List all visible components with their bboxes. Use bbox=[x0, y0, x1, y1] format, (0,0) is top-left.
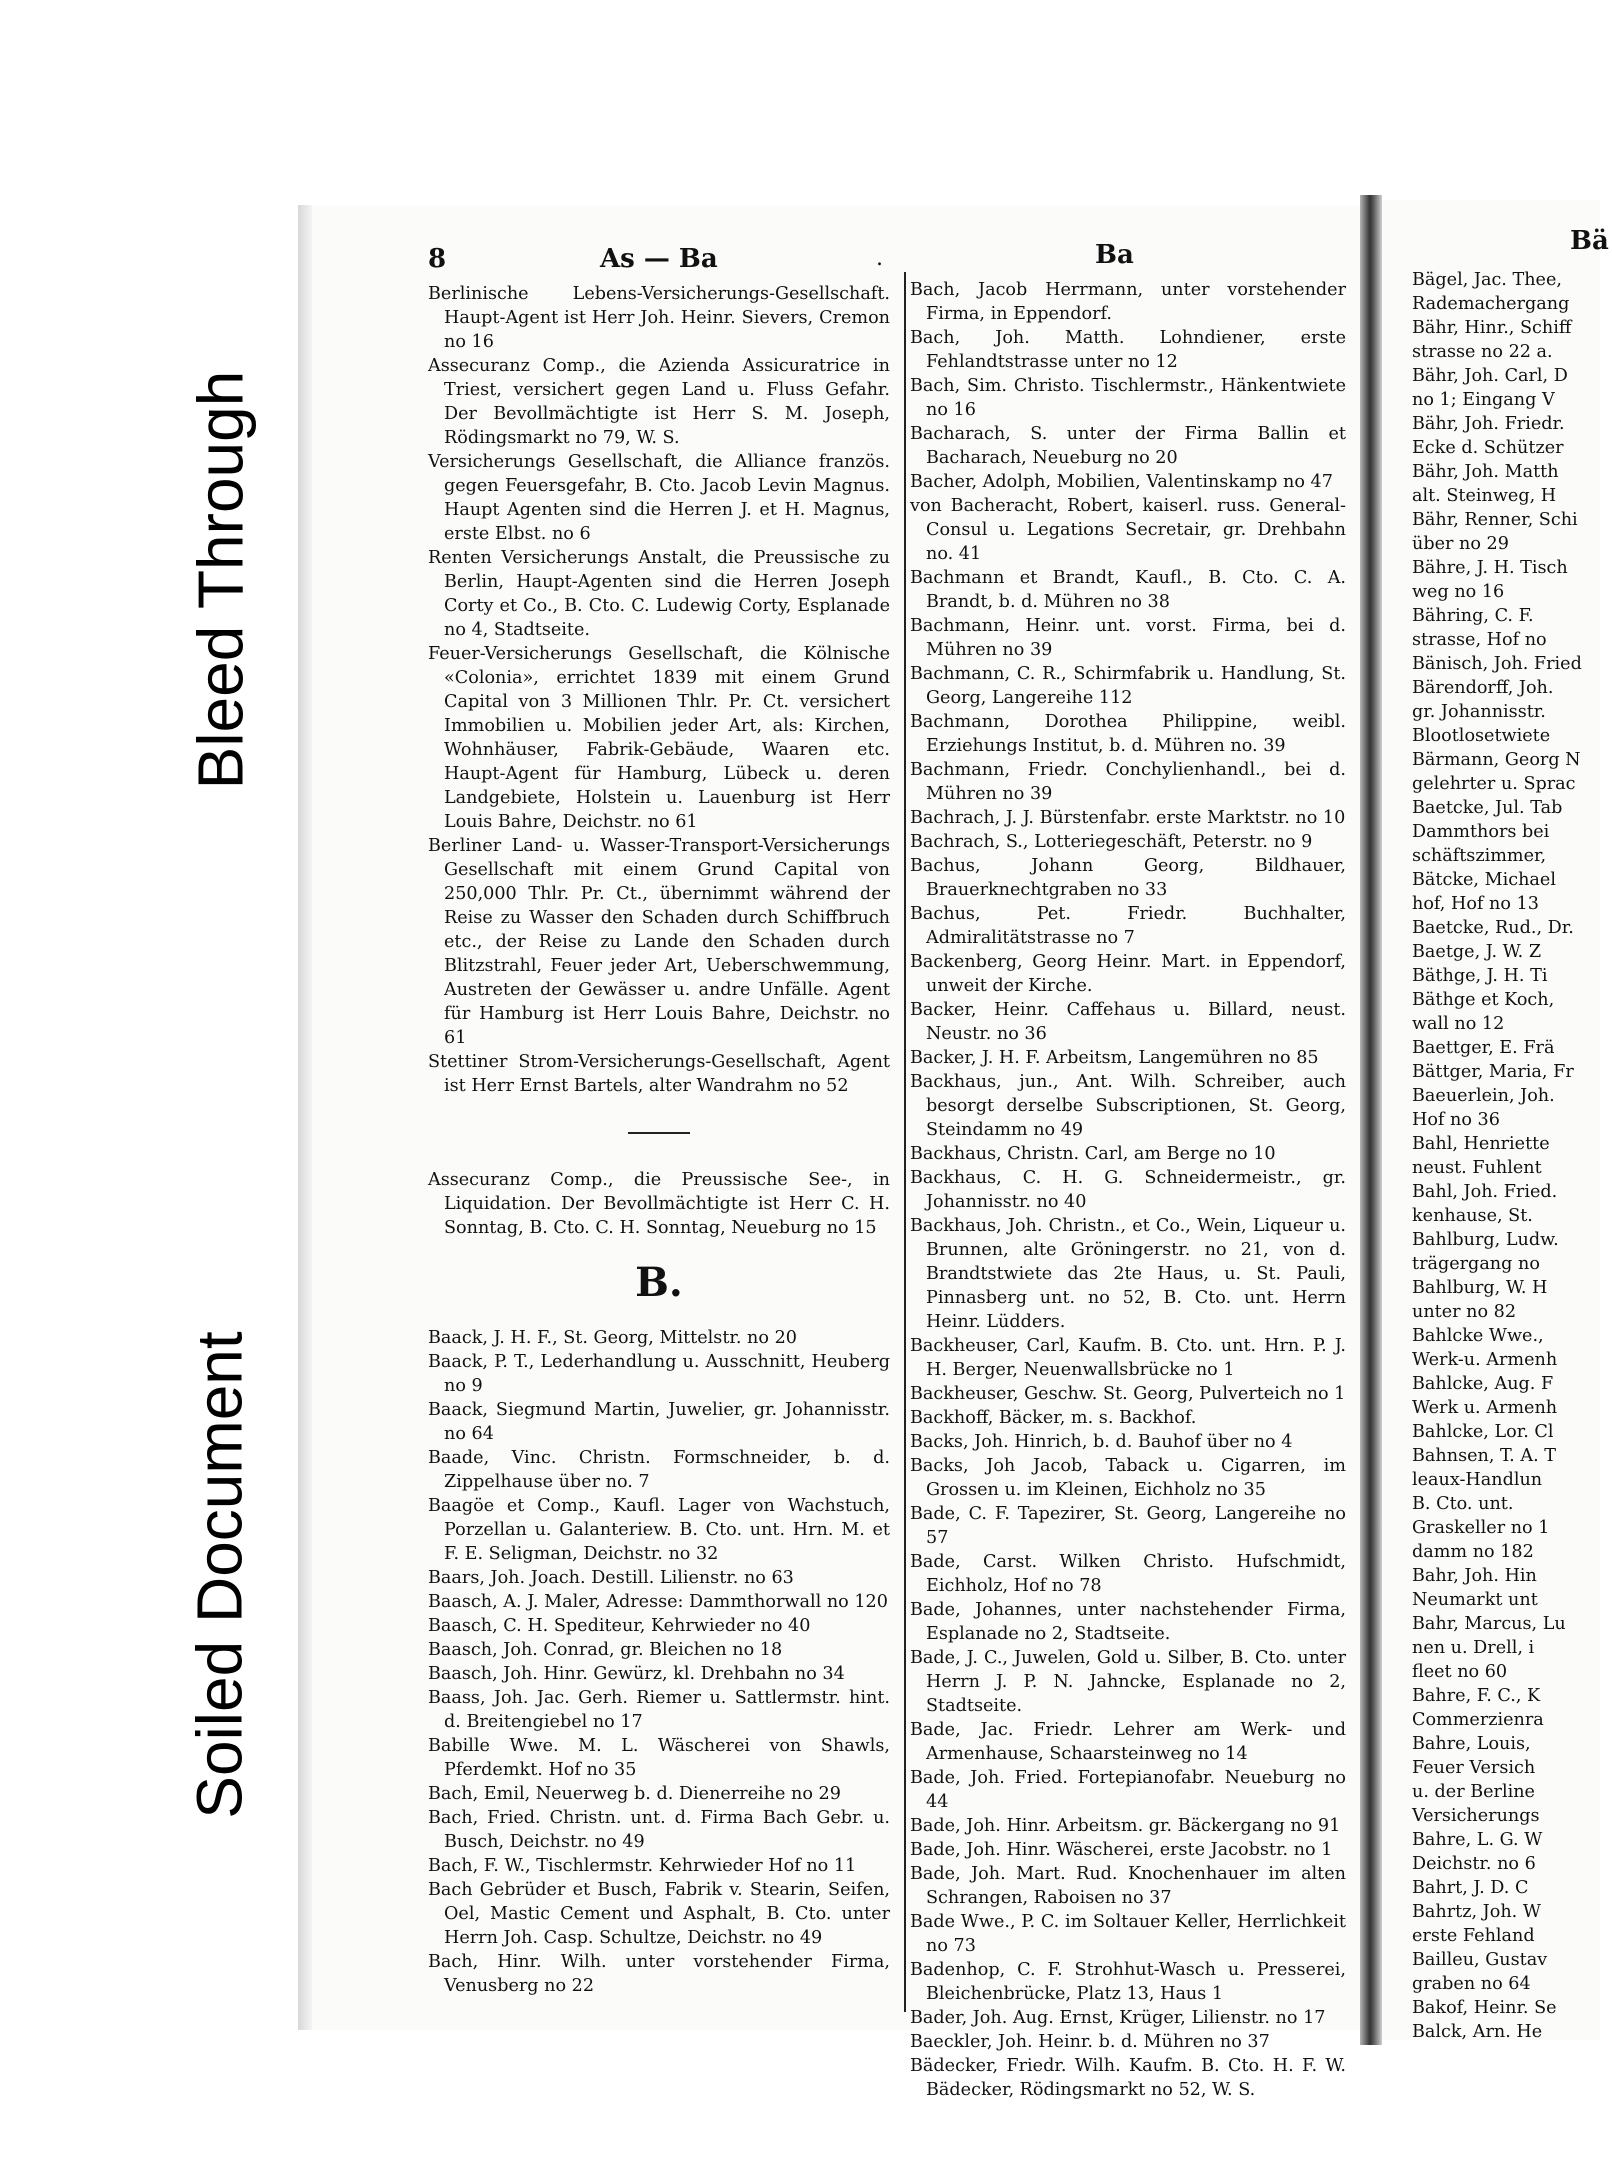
directory-entry: Backhaus, Joh. Christn., et Co., Wein, Liqueur u. Brunnen, alte Gröningerstr. no 21, von d. Brandtstwiete das 2te Haus, u. St. Pauli, Pinnasberg unt. no 52, B. Cto. unt. Herrn Heinr. Lüdders. bbox=[910, 1216, 1346, 1332]
directory-entry: Bach, Fried. Christn. unt. d. Firma Bach Gebr. u. Busch, Deichstr. no 49 bbox=[428, 1808, 890, 1852]
next-page-line: Bahlcke, Lor. Cl bbox=[1412, 1422, 1554, 1442]
directory-entry: Badenhop, C. F. Strohhut-Wasch u. Presserei, Bleichenbrücke, Platz 13, Haus 1 bbox=[910, 1960, 1346, 2004]
next-page-line: unter no 82 bbox=[1412, 1302, 1517, 1322]
directory-entry: Backs, Joh Jacob, Taback u. Cigarren, im Grossen u. im Kleinen, Eichholz no 35 bbox=[910, 1456, 1346, 1500]
directory-entry: Bade, C. F. Tapezirer, St. Georg, Langereihe no 57 bbox=[910, 1504, 1346, 1548]
next-page-line: Baetcke, Jul. Tab bbox=[1412, 798, 1563, 818]
directory-entry: Bachrach, S., Lotteriegeschäft, Peterstr. no 9 bbox=[910, 832, 1313, 852]
directory-entry: Backer, J. H. F. Arbeitsm, Langemühren no 85 bbox=[910, 1048, 1319, 1068]
next-page-line: Baetge, J. W. Z bbox=[1412, 942, 1542, 962]
next-page-line: Bahrt, J. D. C bbox=[1412, 1878, 1529, 1898]
directory-entry: Backs, Joh. Hinrich, b. d. Bauhof über no 4 bbox=[910, 1432, 1293, 1452]
next-page-line: Commerzienra bbox=[1412, 1710, 1544, 1730]
next-page-line: Bähr, Renner, Schi bbox=[1412, 510, 1578, 530]
directory-entry: Bacher, Adolph, Mobilien, Valentinskamp no 47 bbox=[910, 472, 1333, 492]
next-page-line: Balck, Arn. He bbox=[1412, 2022, 1543, 2042]
next-page-line: Bähr, Joh. Matth bbox=[1412, 462, 1559, 482]
next-page-line: Bahl, Joh. Fried. bbox=[1412, 1182, 1558, 1202]
next-page-line: leaux-Handlun bbox=[1412, 1470, 1543, 1490]
directory-entry: Bachmann, Dorothea Philippine, weibl. Erziehungs Institut, b. d. Mühren no. 39 bbox=[910, 712, 1346, 756]
directory-entry: Feuer-Versicherungs Gesellschaft, die Kölnische «Colonia», errichtet 1839 mit einem Grund Capital von 3 Millionen Thlr. Pr. Ct. versichert Immobilien u. Mobilien jeder Art, als: Kirchen, Wohnhäuser, Fabrik-Gebäude, Waaren etc. Haupt-Agent für Hamburg, Lübeck u. deren Landgebiete, Holstein u. Lauenburg ist Herr Louis Bahre, Deichstr. no 61 bbox=[428, 644, 890, 832]
page-number: 8 bbox=[428, 244, 447, 274]
next-page-line: hof, Hof no 13 bbox=[1412, 894, 1539, 914]
next-page-line: Bähring, C. F. bbox=[1412, 606, 1534, 626]
directory-entry: Backhoff, Bäcker, m. s. Backhof. bbox=[910, 1408, 1197, 1428]
next-page-line: B. Cto. unt. bbox=[1412, 1494, 1514, 1514]
directory-entry: Bach, Hinr. Wilh. unter vorstehender Firma, Venusberg no 22 bbox=[428, 1952, 890, 1996]
next-page-line: strasse, Hof no bbox=[1412, 630, 1547, 650]
directory-entry: Bach Gebrüder et Busch, Fabrik v. Stearin, Seifen, Oel, Mastic Cement und Asphalt, B. Cto. unter Herrn Joh. Casp. Schultze, Deichstr. no 49 bbox=[428, 1880, 890, 1948]
directory-entry: von Bacheracht, Robert, kaiserl. russ. General-Consul u. Legations Secretair, gr. Drehbahn no. 41 bbox=[910, 496, 1346, 564]
next-page-line: Bägel, Jac. Thee, bbox=[1412, 270, 1562, 290]
directory-entry: Bädecker, Friedr. Wilh. Kaufm. B. Cto. H. F. W. Bädecker, Rödingsmarkt no 52, W. S. bbox=[910, 2056, 1346, 2100]
right-column bbox=[910, 278, 1346, 2100]
directory-entry: Bade, Joh. Hinr. Wäscherei, erste Jacobstr. no 1 bbox=[910, 1840, 1333, 1860]
next-page-line: Bahlburg, Ludw. bbox=[1412, 1230, 1559, 1250]
directory-entry: Baasch, A. J. Maler, Adresse: Dammthorwall no 120 bbox=[428, 1592, 888, 1612]
column-divider bbox=[904, 272, 906, 2012]
directory-entry: Bachmann, Friedr. Conchylienhandl., bei d. Mühren no 39 bbox=[910, 760, 1346, 804]
next-page-line: Blootlosetwiete bbox=[1412, 726, 1551, 746]
next-page-line: Neumarkt unt bbox=[1412, 1590, 1538, 1610]
directory-entry: Baack, Siegmund Martin, Juwelier, gr. Johannisstr. no 64 bbox=[428, 1400, 890, 1444]
next-page-line: Dammthors bei bbox=[1412, 822, 1550, 842]
directory-entry: Bach, Jacob Herrmann, unter vorstehender Firma, in Eppendorf. bbox=[910, 280, 1346, 324]
directory-entry: Bade, Jac. Friedr. Lehrer am Werk- und Armenhause, Schaarsteinweg no 14 bbox=[910, 1720, 1346, 1764]
directory-entry: Renten Versicherungs Anstalt, die Preussische zu Berlin, Haupt-Agenten sind die Herren Joseph Corty et Co., B. Cto. C. Ludewig Corty, Esplanade no 4, Stadtseite. bbox=[428, 548, 890, 640]
next-page-line: Graskeller no 1 bbox=[1412, 1518, 1550, 1538]
next-page-line: weg no 16 bbox=[1412, 582, 1505, 602]
next-page-line: no 1; Eingang V bbox=[1412, 390, 1555, 410]
next-page-line: Bänisch, Joh. Fried bbox=[1412, 654, 1582, 674]
next-page-line: Bahre, Louis, bbox=[1412, 1734, 1531, 1754]
next-page-line: Feuer Versich bbox=[1412, 1758, 1536, 1778]
next-page-line: kenhause, St. bbox=[1412, 1206, 1533, 1226]
directory-entry: Bade, J. C., Juwelen, Gold u. Silber, B. Cto. unter Herrn J. P. N. Jahncke, Esplanade no 2, Stadtseite. bbox=[910, 1648, 1346, 1716]
directory-entry: Bach, Sim. Christo. Tischlermstr., Hänkentwiete no 16 bbox=[910, 376, 1346, 420]
directory-entry: Bachmann et Brandt, Kaufl., B. Cto. C. A. Brandt, b. d. Mühren no 38 bbox=[910, 568, 1346, 612]
next-page-line: erste Fehland bbox=[1412, 1926, 1535, 1946]
directory-entry: Baade, Vinc. Christn. Formschneider, b. d. Zippelhause über no. 7 bbox=[428, 1448, 890, 1492]
next-page-line: Bahre, L. G. W bbox=[1412, 1830, 1543, 1850]
next-page-line: Bähr, Joh. Carl, D bbox=[1412, 366, 1568, 386]
running-head-dot: . bbox=[876, 246, 883, 271]
next-page-line: fleet no 60 bbox=[1412, 1662, 1508, 1682]
soiled-document-stamp: Soiled Document bbox=[184, 1331, 256, 1819]
running-head-right: Ba bbox=[1095, 240, 1134, 270]
next-page-line: Werk-u. Armenh bbox=[1412, 1350, 1558, 1370]
directory-entry: Baeckler, Joh. Heinr. b. d. Mühren no 37 bbox=[910, 2032, 1270, 2052]
next-page-line: Bailleu, Gustav bbox=[1412, 1950, 1548, 1970]
book-gutter bbox=[1360, 195, 1382, 2045]
next-page-line: Rademachergang bbox=[1412, 294, 1570, 314]
next-page-line: Bärendorff, Joh. bbox=[1412, 678, 1554, 698]
directory-entry: Bach, F. W., Tischlermstr. Kehrwieder Hof no 11 bbox=[428, 1856, 857, 1876]
next-page-line: Bakof, Heinr. Se bbox=[1412, 1998, 1557, 2018]
directory-entry: Bade, Johannes, unter nachstehender Firma, Esplanade no 2, Stadtseite. bbox=[910, 1600, 1346, 1644]
page-edge-shadow bbox=[298, 205, 312, 2030]
directory-entry: Bade Wwe., P. C. im Soltauer Keller, Herrlichkeit no 73 bbox=[910, 1912, 1346, 1956]
next-page-line: strasse no 22 a. bbox=[1412, 342, 1553, 362]
left-column bbox=[428, 282, 890, 2022]
next-page-line: Hof no 36 bbox=[1412, 1110, 1500, 1130]
directory-entry: Bach, Emil, Neuerweg b. d. Dienerreihe no 29 bbox=[428, 1784, 841, 1804]
section-rule bbox=[628, 1132, 690, 1134]
next-page-line: nen u. Drell, i bbox=[1412, 1638, 1535, 1658]
directory-entry: Babille Wwe. M. L. Wäscherei von Shawls, Pferdemkt. Hof no 35 bbox=[428, 1736, 890, 1780]
next-page-line: Bättger, Maria, Fr bbox=[1412, 1062, 1574, 1082]
directory-entry: Baasch, C. H. Spediteur, Kehrwieder no 40 bbox=[428, 1616, 811, 1636]
next-page-line: Bahr, Marcus, Lu bbox=[1412, 1614, 1566, 1634]
next-page-line: Bäthge, J. H. Ti bbox=[1412, 966, 1548, 986]
bleed-through-stamp: Bleed Through bbox=[184, 370, 256, 790]
directory-entry: Bade, Carst. Wilken Christo. Hufschmidt, Eichholz, Hof no 78 bbox=[910, 1552, 1346, 1596]
directory-entry: Bachus, Johann Georg, Bildhauer, Brauerknechtgraben no 33 bbox=[910, 856, 1346, 900]
next-page-line: Baettger, E. Frä bbox=[1412, 1038, 1555, 1058]
directory-entry: Baack, P. T., Lederhandlung u. Ausschnitt, Heuberg no 9 bbox=[428, 1352, 890, 1396]
directory-entry: Backer, Heinr. Caffehaus u. Billard, neust. Neustr. no 36 bbox=[910, 1000, 1346, 1044]
next-page-line: neust. Fuhlent bbox=[1412, 1158, 1542, 1178]
section-letter: B. bbox=[635, 1259, 683, 1306]
directory-entry: Bachus, Pet. Friedr. Buchhalter, Admiralitätstrasse no 7 bbox=[910, 904, 1346, 948]
directory-entry: Assecuranz Comp., die Azienda Assicuratrice in Triest, versichert gegen Land u. Fluss Gefahr. Der Bevollmächtigte ist Herr S. M. Joseph, Rödingsmarkt no 79, W. S. bbox=[428, 356, 890, 448]
next-page-line: Bätcke, Michael bbox=[1412, 870, 1556, 890]
next-page-line: trägergang no bbox=[1412, 1254, 1540, 1274]
next-page-line: gr. Johannisstr. bbox=[1412, 702, 1546, 722]
directory-entry: Baars, Joh. Joach. Destill. Lilienstr. no 63 bbox=[428, 1568, 794, 1588]
next-page-line: Bahlcke Wwe., bbox=[1412, 1326, 1544, 1346]
directory-entry: Baasch, Joh. Hinr. Gewürz, kl. Drehbahn no 34 bbox=[428, 1664, 845, 1684]
next-page-line: Bärmann, Georg N bbox=[1412, 750, 1581, 770]
next-page-line: Versicherungs bbox=[1412, 1806, 1540, 1826]
directory-entry: Berlinische Lebens-Versicherungs-Gesellschaft. Haupt-Agent ist Herr Joh. Heinr. Sievers, Cremon no 16 bbox=[428, 284, 890, 352]
next-page-line: graben no 64 bbox=[1412, 1974, 1531, 1994]
next-page-line: schäftszimmer, bbox=[1412, 846, 1547, 866]
directory-entry: Baack, J. H. F., St. Georg, Mittelstr. no 20 bbox=[428, 1328, 797, 1348]
directory-entry: Backheuser, Carl, Kaufm. B. Cto. unt. Hrn. P. J. H. Berger, Neuenwallsbrücke no 1 bbox=[910, 1336, 1346, 1380]
next-page-line: Bähr, Hinr., Schiff bbox=[1412, 318, 1572, 338]
next-page-fragment bbox=[1382, 200, 1609, 2042]
next-page-line: Bahr, Joh. Hin bbox=[1412, 1566, 1537, 1586]
directory-entry: Baagöe et Comp., Kaufl. Lager von Wachstuch, Porzellan u. Galanteriew. B. Cto. unt. Hrn. M. et F. E. Seligman, Deichstr. no 32 bbox=[428, 1496, 890, 1564]
next-page-line: wall no 12 bbox=[1412, 1014, 1505, 1034]
directory-entry: Bade, Joh. Mart. Rud. Knochenhauer im alten Schrangen, Raboisen no 37 bbox=[910, 1864, 1346, 1908]
directory-entry: Baass, Joh. Jac. Gerh. Riemer u. Sattlermstr. hint. d. Breitengiebel no 17 bbox=[428, 1688, 890, 1732]
next-page-line: Bähre, J. H. Tisch bbox=[1412, 558, 1568, 578]
directory-entry: Bader, Joh. Aug. Ernst, Krüger, Lilienstr. no 17 bbox=[910, 2008, 1326, 2028]
next-page-line: Baeuerlein, Joh. bbox=[1412, 1086, 1555, 1106]
directory-entry: Bach, Joh. Matth. Lohndiener, erste Fehlandtstrasse unter no 12 bbox=[910, 328, 1346, 372]
next-page-line: Werk u. Armenh bbox=[1412, 1398, 1558, 1418]
next-page-line: Baetcke, Rud., Dr. bbox=[1412, 918, 1574, 938]
directory-entry: Bachrach, J. J. Bürstenfabr. erste Marktstr. no 10 bbox=[910, 808, 1346, 828]
next-page-line: Deichstr. no 6 bbox=[1412, 1854, 1536, 1874]
next-page-line: gelehrter u. Sprac bbox=[1412, 774, 1576, 794]
next-page-line: Bahrtz, Joh. W bbox=[1412, 1902, 1541, 1922]
directory-entry: Bade, Joh. Fried. Fortepianofabr. Neueburg no 44 bbox=[910, 1768, 1346, 1812]
directory-entry: Bachmann, Heinr. unt. vorst. Firma, bei d. Mühren no 39 bbox=[910, 616, 1346, 660]
next-page-line: Ecke d. Schützer bbox=[1412, 438, 1564, 458]
directory-entry: Versicherungs Gesellschaft, die Alliance französ. gegen Feuersgefahr, B. Cto. Jacob Levin Magnus. Haupt Agenten sind die Herren J. et H. Magnus, erste Elbst. no 6 bbox=[428, 452, 890, 544]
directory-entry: Baasch, Joh. Conrad, gr. Bleichen no 18 bbox=[428, 1640, 783, 1660]
next-page-header: Bä bbox=[1570, 226, 1609, 256]
directory-entry: Bacharach, S. unter der Firma Ballin et Bacharach, Neueburg no 20 bbox=[910, 424, 1346, 468]
next-page-column bbox=[1412, 268, 1612, 2042]
directory-entry: Stettiner Strom-Versicherungs-Gesellschaft, Agent ist Herr Ernst Bartels, alter Wandrahm no 52 bbox=[428, 1052, 890, 1096]
directory-entry: Backenberg, Georg Heinr. Mart. in Eppendorf, unweit der Kirche. bbox=[910, 952, 1346, 996]
next-page-line: Bahlcke, Aug. F bbox=[1412, 1374, 1554, 1394]
directory-entry: Bade, Joh. Hinr. Arbeitsm. gr. Bäckergang no 91 bbox=[910, 1816, 1341, 1836]
next-page-line: Bahlburg, W. H bbox=[1412, 1278, 1548, 1298]
next-page-line: Bähr, Joh. Friedr. bbox=[1412, 414, 1565, 434]
next-page-line: Bahnsen, T. A. T bbox=[1412, 1446, 1556, 1466]
directory-entry: Assecuranz Comp., die Preussische See-, in Liquidation. Der Bevollmächtigte ist Herr C. H. Sonntag, B. Cto. C. H. Sonntag, Neueburg no 15 bbox=[428, 1170, 890, 1238]
next-page-line: Bahl, Henriette bbox=[1412, 1134, 1550, 1154]
directory-entry: Bachmann, C. R., Schirmfabrik u. Handlung, St. Georg, Langereihe 112 bbox=[910, 664, 1346, 708]
directory-entry: Backhaus, jun., Ant. Wilh. Schreiber, auch besorgt derselbe Subscriptionen, St. Georg, Steindamm no 49 bbox=[910, 1072, 1346, 1140]
next-page-line: über no 29 bbox=[1412, 534, 1509, 554]
next-page-line: alt. Steinweg, H bbox=[1412, 486, 1557, 506]
directory-entry: Backheuser, Geschw. St. Georg, Pulverteich no 1 bbox=[910, 1384, 1346, 1404]
running-head-left: As — Ba bbox=[600, 244, 718, 274]
directory-entry: Berliner Land- u. Wasser-Transport-Versicherungs Gesellschaft mit einem Grund Capital von 250,000 Thlr. Pr. Ct., übernimmt während der Reise zu Wasser den Schaden durch Schiffbruch etc., der Reise zu Lande den Schaden durch Blitzstrahl, Feuer jeder Art, Ueberschwemmung, Austreten der Gewässer u. andre Unfälle. Agent für Hamburg ist Herr Louis Bahre, Deichstr. no 61 bbox=[428, 836, 890, 1048]
next-page-line: damm no 182 bbox=[1412, 1542, 1534, 1562]
next-page-line: Bahre, F. C., K bbox=[1412, 1686, 1541, 1706]
directory-entry: Backhaus, Christn. Carl, am Berge no 10 bbox=[910, 1144, 1276, 1164]
next-page-line: Bäthge et Koch, bbox=[1412, 990, 1555, 1010]
next-page-line: u. der Berline bbox=[1412, 1782, 1535, 1802]
directory-entry: Backhaus, C. H. G. Schneidermeistr., gr. Johannisstr. no 40 bbox=[910, 1168, 1346, 1212]
